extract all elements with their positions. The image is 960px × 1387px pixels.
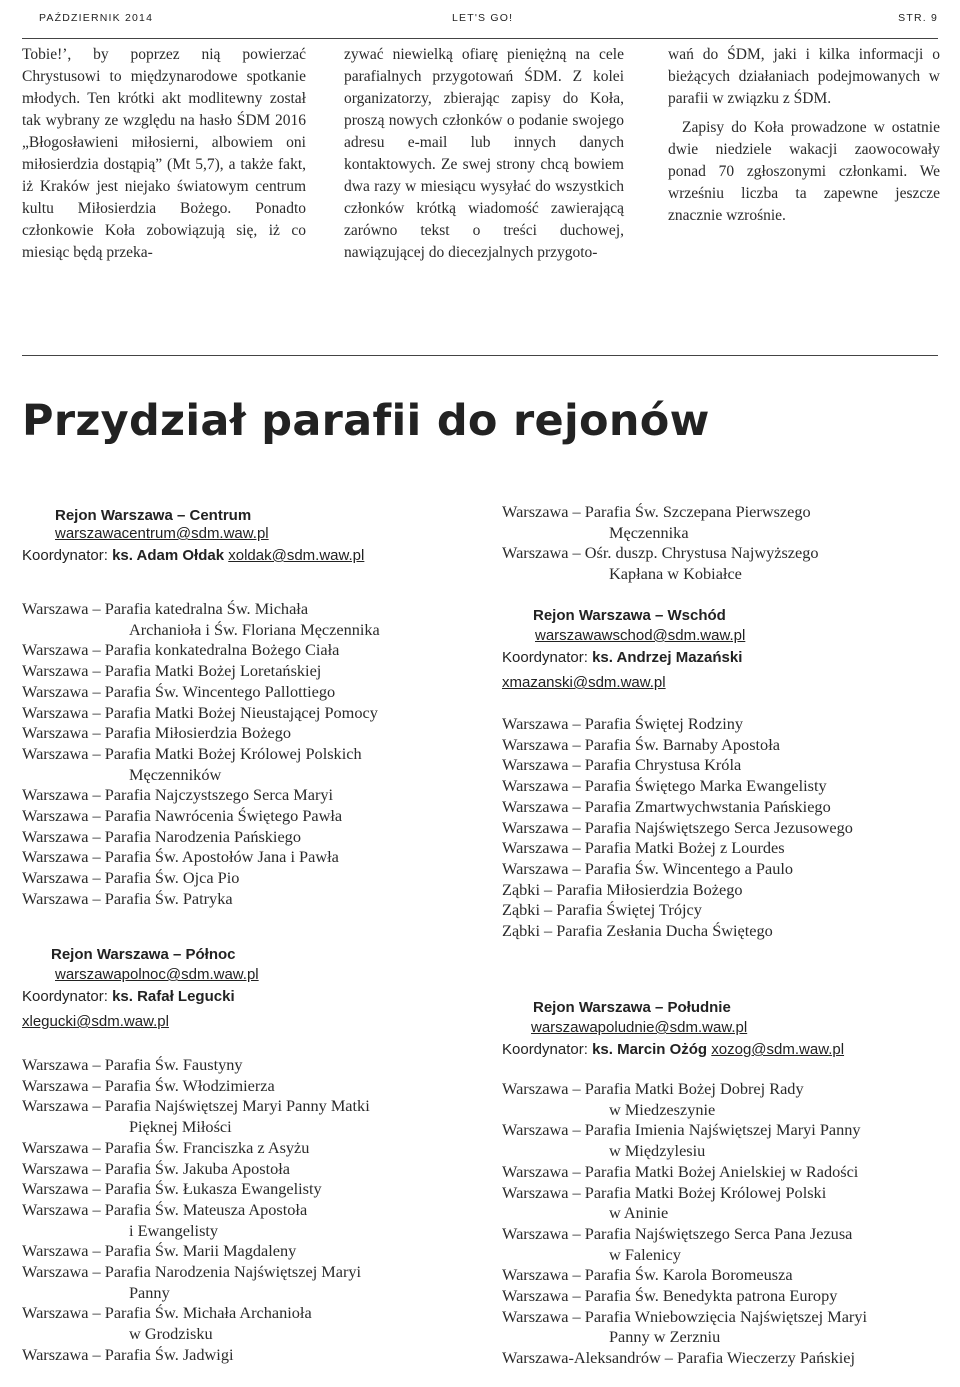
parish-name-continued: w Grodzisku: [129, 1324, 213, 1344]
issue-date: PAŹDZIERNIK 2014: [39, 12, 154, 24]
parish-name: Warszawa – Parafia Św. Franciszka z Asyżu: [22, 1137, 310, 1157]
parish-name: Warszawa – Parafia Św. Patryka: [22, 888, 233, 908]
parish-name-continued: w Międzylesiu: [609, 1141, 706, 1161]
coordinator-name: ks. Marcin Ożóg: [592, 1041, 708, 1058]
parish-item: [502, 838, 942, 859]
parish-name: Warszawa – Parafia Matki Bożej Nieustającej Pomocy: [22, 702, 378, 722]
parish-name: Ząbki – Parafia Zesłania Ducha Świętego: [502, 921, 773, 941]
parish-name: Warszawa – Parafia Matki Bożej Królowej Polskich: [22, 743, 362, 763]
parish-name: Warszawa – Parafia Miłosierdzia Bożego: [22, 723, 292, 743]
parish-name: Warszawa – Parafia Matki Bożej Dobrej Rady: [502, 1079, 804, 1098]
parish-name: Warszawa – Parafia Matki Bożej Loretańskiej: [22, 661, 322, 681]
parish-name-continued: w Falenicy: [609, 1244, 681, 1264]
parish-name: Warszawa – Parafia Najświętszego Serca Jezusowego: [502, 817, 853, 837]
parish-item: [502, 735, 942, 756]
parish-name: Warszawa – Parafia Matki Bożej Królowej Polski: [502, 1182, 827, 1202]
parish-item: [22, 847, 492, 868]
region-name: Rejon Warszawa – Południe: [533, 999, 731, 1016]
coordinator-name: ks. Andrzej Mazański: [592, 649, 743, 666]
region-poludnie-header: [502, 997, 844, 1061]
region-email[interactable]: warszawacentrum@sdm.waw.pl: [55, 525, 269, 542]
region-name: Rejon Warszawa – Północ: [51, 946, 236, 963]
parish-name: Warszawa – Parafia Św. Wincentego a Paulo: [502, 858, 793, 878]
parish-name: Warszawa – Parafia Św. Jadwigi: [22, 1344, 234, 1364]
article-column-3: [668, 44, 940, 227]
parish-item: [502, 1120, 952, 1161]
parish-item: [22, 1262, 492, 1303]
region-centrum-parishes-continued: [502, 502, 942, 585]
coordinator-email[interactable]: xozog@sdm.waw.pl: [711, 1041, 845, 1058]
parish-item: [502, 1183, 952, 1224]
parish-name: Warszawa – Parafia Matki Bożej z Lourdes: [502, 838, 785, 858]
page-number: STR. 9: [898, 12, 938, 24]
region-wschod-header: [502, 605, 745, 694]
coordinator: Koordynator: ks. Adam Ołdak xoldak@sdm.waw.pl: [22, 547, 365, 564]
parish-item: [502, 1348, 952, 1369]
region-polnoc-parishes: [22, 1055, 492, 1366]
parish-item: [502, 859, 942, 880]
parish-item: [22, 1200, 492, 1241]
coordinator-email[interactable]: xlegucki@sdm.waw.pl: [22, 1013, 169, 1030]
parish-name-continued: Męczennika: [609, 522, 689, 542]
region-centrum-header: [22, 505, 364, 567]
parish-name: Warszawa – Parafia Św. Marii Magdaleny: [22, 1241, 297, 1261]
coordinator: Koordynator: ks. Marcin Ożóg xozog@sdm.waw.pl: [502, 1041, 845, 1058]
parish-name: Warszawa – Parafia Św. Wincentego Pallottiego: [22, 681, 336, 701]
parish-name: Ząbki – Parafia Miłosierdzia Bożego: [502, 879, 743, 899]
parish-item: [22, 1179, 492, 1200]
parish-item: [22, 599, 492, 640]
parish-item: [502, 797, 942, 818]
parish-name: Warszawa – Parafia Św. Mateusza Apostoła: [22, 1199, 308, 1219]
parish-name: Warszawa – Parafia Najświętszego Serca Pana Jezusa: [502, 1223, 853, 1243]
parish-name: Warszawa – Parafia Św. Łukasza Ewangelisty: [22, 1179, 322, 1199]
parish-item: [22, 1241, 492, 1262]
parish-name: Warszawa – Parafia Św. Włodzimierza: [22, 1075, 275, 1095]
parish-name: Warszawa – Parafia Św. Jakuba Apostoła: [22, 1158, 291, 1178]
parish-name: Warszawa – Parafia Najczystszego Serca Maryi: [22, 785, 334, 805]
region-polnoc-header: [22, 944, 259, 1033]
region-wschod-parishes: [502, 714, 942, 942]
parish-name: Warszawa – Parafia Narodzenia Pańskiego: [22, 826, 301, 846]
parish-name: Warszawa – Parafia Świętego Marka Ewangelisty: [502, 776, 827, 796]
parish-name-continued: Pięknej Miłości: [129, 1117, 232, 1137]
region-name: Rejon Warszawa – Centrum: [55, 507, 252, 524]
parish-item: [22, 827, 492, 848]
region-email[interactable]: warszawapolnoc@sdm.waw.pl: [55, 966, 259, 983]
parish-item: [502, 1079, 952, 1120]
parish-item: [502, 1307, 952, 1348]
region-centrum-parishes: [22, 599, 492, 910]
parish-name: Warszawa – Parafia Św. Apostołów Jana i Pawła: [22, 847, 339, 867]
parish-item: [502, 543, 942, 584]
parish-name: Warszawa – Parafia Św. Ojca Pio: [22, 868, 240, 888]
parish-item: [502, 880, 942, 901]
region-email[interactable]: warszawapoludnie@sdm.waw.pl: [531, 1019, 748, 1036]
coordinator-name: ks. Rafał Legucki: [112, 988, 235, 1005]
region-name: Rejon Warszawa – Wschód: [533, 607, 726, 624]
parish-name: Warszawa – Parafia Nawrócenia Świętego Pawła: [22, 806, 343, 826]
parish-item: [22, 703, 492, 724]
region-email[interactable]: warszawawschod@sdm.waw.pl: [535, 627, 746, 644]
parish-name-continued: Panny: [129, 1282, 170, 1302]
parish-item: [22, 723, 492, 744]
parish-item: [22, 785, 492, 806]
parish-item: [22, 661, 492, 682]
parish-item: [22, 1345, 492, 1366]
parish-name: Warszawa – Parafia Świętej Rodziny: [502, 714, 744, 733]
parish-name: Warszawa – Parafia Św. Barnaby Apostoła: [502, 734, 780, 754]
parish-name-continued: Kapłana w Kobiałce: [609, 564, 742, 584]
parish-name-continued: Męczenników: [129, 764, 222, 784]
article-paragraph: zywać niewielką ofiarę pieniężną na cele parafialnych przygotowań ŚDM. Z kolei organizatorzy, zbierając zapisy do Koła, proszą nowych członków o podanie swojego adresu e-mail lub innych danych kontaktowych. Ze swej strony chcą bowiem dwa razy w miesiącu wysyłać do wszystkich członków krótką wiadomość zawierającą zarówno tekst o treści duchowej, nawiązującej do diecezjalnych przygoto-: [344, 46, 624, 261]
parish-item: [502, 921, 942, 942]
parish-name: Warszawa – Parafia Imienia Najświętszej Maryi Panny: [502, 1120, 861, 1140]
parish-name: Warszawa – Parafia katedralna Św. Michała: [22, 599, 309, 618]
article-paragraph: Zapisy do Koła prowadzone w ostatnie dwie niedziele wakacji zaowocowały ponad 70 zgłoszonymi członkami. We wrześniu liczba ta zapewne jeszcze znacznie wzrośnie.: [668, 119, 940, 224]
parish-item: [22, 744, 492, 785]
region-poludnie-parishes: [502, 1079, 952, 1369]
parish-item: [502, 818, 942, 839]
article-paragraph: wań do ŚDM, jaki i kilka informacji o bieżących działaniach podejmowanych w parafii w związku z ŚDM.: [668, 46, 940, 107]
parish-item: [502, 900, 942, 921]
section-divider: [22, 355, 938, 356]
parish-item: [22, 1159, 492, 1180]
parish-name: Warszawa – Parafia Najświętszej Maryi Panny Matki: [22, 1096, 370, 1116]
coordinator-email[interactable]: xmazanski@sdm.waw.pl: [502, 674, 666, 691]
parish-item: [502, 755, 942, 776]
parish-item: [502, 1265, 952, 1286]
newsletter-title: LET'S GO!: [452, 12, 514, 24]
page-header: [22, 0, 938, 39]
article-column-2: [344, 44, 624, 264]
parish-item: [22, 889, 492, 910]
parish-name-continued: Panny w Zerzniu: [609, 1327, 721, 1347]
article-column-1: [22, 44, 306, 264]
parish-name: Warszawa – Parafia Św. Benedykta patrona Europy: [502, 1286, 838, 1306]
parish-name: Warszawa – Parafia Zmartwychwstania Pańskiego: [502, 796, 831, 816]
parish-item: [22, 1138, 492, 1159]
parish-item: [22, 682, 492, 703]
parish-name: Warszawa – Ośr. duszp. Chrystusa Najwyższego: [502, 543, 819, 563]
coordinator: Koordynator: ks. Rafał Legucki: [22, 988, 235, 1005]
parish-name: Warszawa – Parafia Wniebowzięcia Najświętszej Maryi: [502, 1306, 868, 1326]
parish-item: [22, 868, 492, 889]
parish-item: [22, 640, 492, 661]
article-paragraph: Tobie!’, by poprzez nią powierzać Chrystusowi to międzynarodowe spotkanie młodych. Ten krótki akt modlitewny został tak wybrany ze względu na hasło ŚDM 2016 „Błogosławieni miłosierni, albowiem oni miłosierdzia dostąpią” (Mt 5,7), a także fakt, iż Kraków jest niejako światowym centrum kultu Miłosierdzia Bożego. Ponadto członkowie Koła zobowiązują się, iż co miesiąc będą przeka-: [22, 46, 306, 261]
parish-item: [502, 1286, 952, 1307]
parish-item: [502, 714, 942, 735]
parish-item: [22, 1055, 492, 1076]
parish-item: [22, 1303, 492, 1344]
parish-name: Warszawa – Parafia Św. Michała Archanioła: [22, 1303, 312, 1323]
parish-item: [22, 1096, 492, 1137]
parish-name-continued: Archanioła i Św. Floriana Męczennika: [129, 619, 380, 639]
parish-name: Warszawa – Parafia Św. Szczepana Pierwszego: [502, 502, 811, 521]
coordinator-name: ks. Adam Ołdak: [112, 547, 225, 564]
parish-item: [22, 806, 492, 827]
parish-name-continued: w Miedzeszynie: [609, 1099, 716, 1119]
parish-name-continued: i Ewangelisty: [129, 1220, 219, 1240]
parish-name: Warszawa – Parafia Św. Karola Boromeusza: [502, 1265, 793, 1285]
parish-item: [502, 776, 942, 797]
coordinator: Koordynator: ks. Andrzej Mazański: [502, 649, 743, 666]
parish-name: Warszawa-Aleksandrów – Parafia Wieczerzy Pańskiej: [502, 1348, 856, 1368]
parish-item: [22, 1076, 492, 1097]
parish-name-continued: w Aninie: [609, 1203, 669, 1223]
parish-name: Warszawa – Parafia Matki Bożej Anielskiej w Radości: [502, 1161, 859, 1181]
parish-name: Warszawa – Parafia Św. Faustyny: [22, 1055, 243, 1074]
section-title: Przydział parafii do rejonów: [22, 396, 710, 446]
parish-item: [502, 1162, 952, 1183]
coordinator-email[interactable]: xoldak@sdm.waw.pl: [228, 547, 365, 564]
parish-item: [502, 502, 942, 543]
parish-name: Ząbki – Parafia Świętej Trójcy: [502, 900, 702, 920]
parish-name: Warszawa – Parafia konkatedralna Bożego Ciała: [22, 640, 340, 660]
parish-name: Warszawa – Parafia Chrystusa Króla: [502, 755, 742, 775]
parish-name: Warszawa – Parafia Narodzenia Najświętszej Maryi: [22, 1262, 362, 1282]
parish-item: [502, 1224, 952, 1265]
